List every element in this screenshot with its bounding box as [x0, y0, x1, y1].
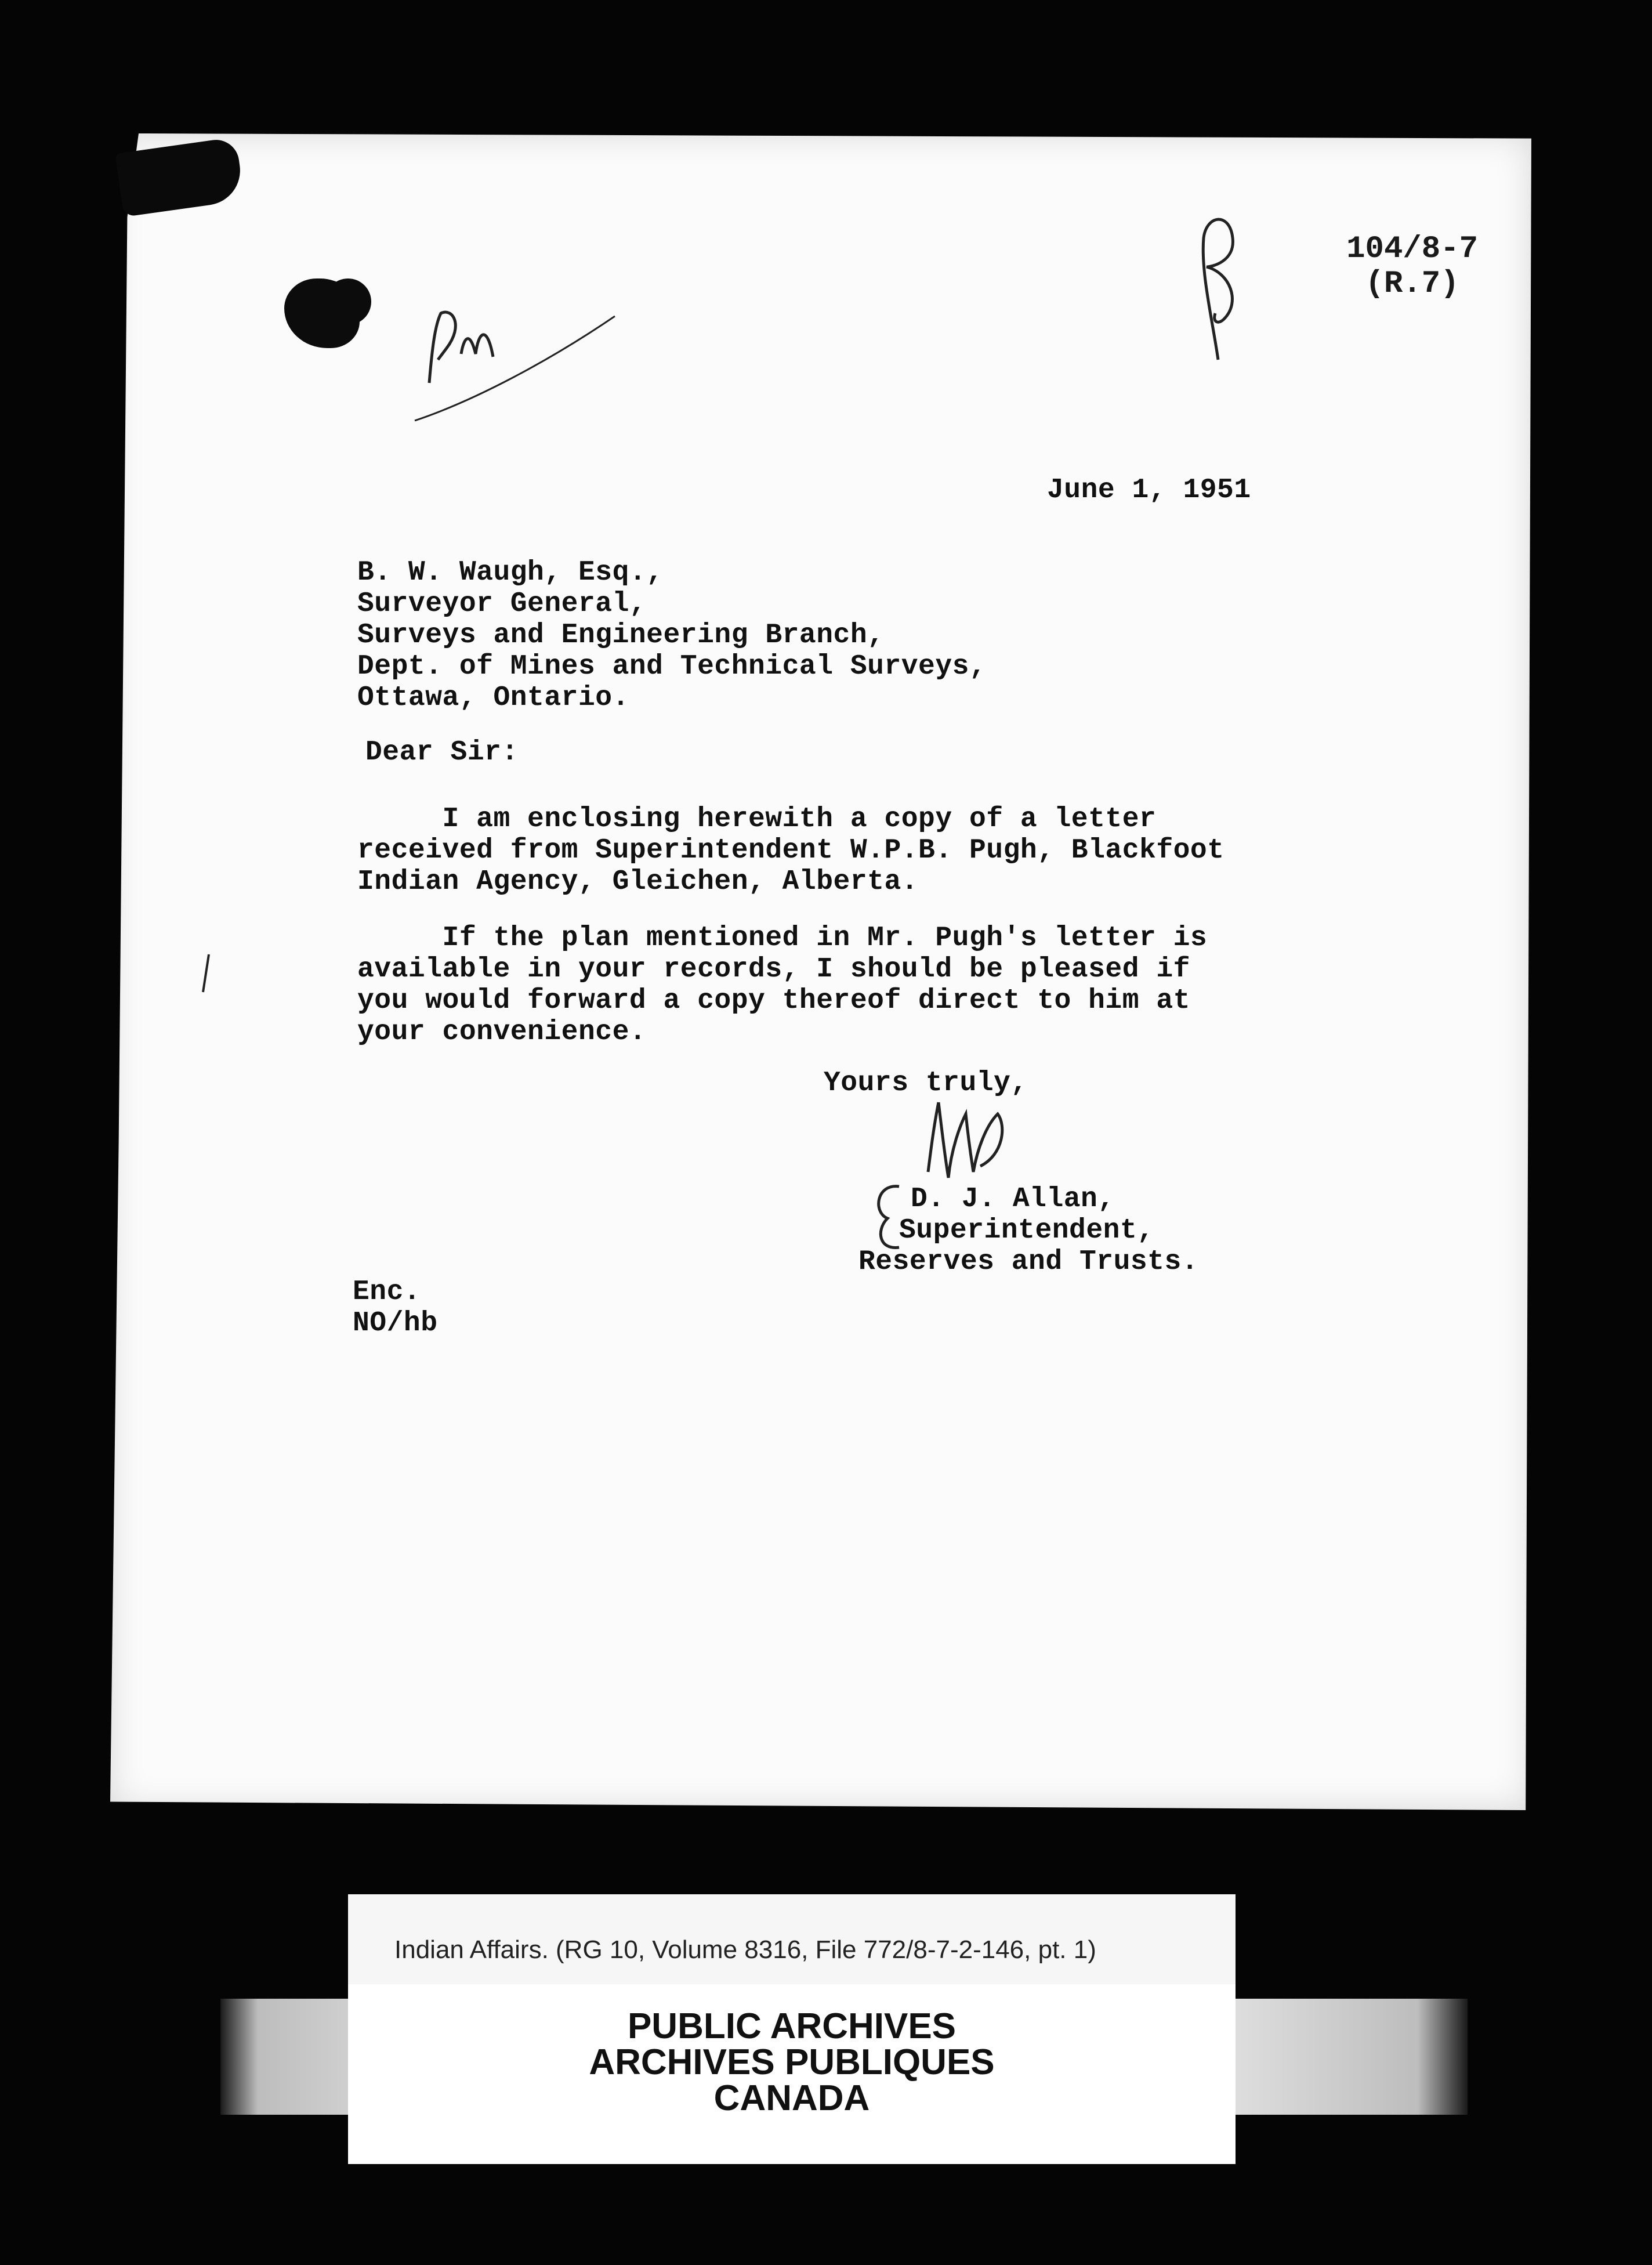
address-line: B. W. Waugh, Esq.,: [357, 557, 664, 588]
enclosure-note: [353, 1276, 438, 1339]
paragraph-2: [357, 922, 1207, 1048]
paragraph-line: available in your records, I should be pleased if: [357, 954, 1190, 985]
address-line: Ottawa, Ontario.: [357, 682, 629, 714]
paragraph-line: Indian Agency, Gleichen, Alberta.: [357, 866, 919, 898]
paragraph-line: received from Superintendent W.P.B. Pugh, Blackfoot: [357, 835, 1224, 866]
recipient-address: [357, 557, 986, 714]
letter-date: June 1, 1951: [1047, 475, 1251, 506]
file-reference: [1346, 232, 1478, 302]
archive-name: [348, 2006, 1236, 2118]
archive-name-line: PUBLIC ARCHIVES: [627, 2006, 957, 2046]
paragraph-line: I am enclosing herewith a copy of a letter: [357, 804, 1157, 835]
address-line: Dept. of Mines and Technical Surveys,: [357, 651, 987, 682]
archive-reference: Indian Affairs. (RG 10, Volume 8316, File 772/8-7-2-146, pt. 1): [394, 1935, 1096, 1964]
address-line: Surveyor General,: [357, 588, 647, 620]
paragraph-line: your convenience.: [357, 1016, 647, 1048]
signatory-name: D. J. Allan,: [911, 1184, 1115, 1215]
file-reference-code: (R.7): [1365, 266, 1459, 302]
paragraph-1: [357, 804, 1224, 898]
closing: Yours truly,: [824, 1068, 1028, 1099]
file-reference-number: 104/8-7: [1346, 231, 1478, 267]
archive-name-line: ARCHIVES PUBLIQUES: [589, 2042, 995, 2082]
typist-initials: NO/hb: [353, 1308, 438, 1339]
signature-block: [858, 1184, 1199, 1278]
address-line: Surveys and Engineering Branch,: [357, 620, 885, 651]
enclosure-label: Enc.: [353, 1276, 421, 1308]
signature-scrawl: [905, 1091, 1044, 1184]
handwritten-mark: [1178, 203, 1282, 377]
punch-hole-mark-2: [325, 278, 371, 325]
signatory-title: Superintendent,: [899, 1215, 1154, 1246]
salutation: Dear Sir:: [365, 737, 519, 768]
paragraph-line: If the plan mentioned in Mr. Pugh's letter is: [357, 922, 1208, 954]
signatory-department: Reserves and Trusts.: [858, 1246, 1199, 1278]
handwritten-initials: [406, 290, 638, 429]
paragraph-line: you would forward a copy thereof direct to him at: [357, 985, 1190, 1016]
archive-name-line: CANADA: [713, 2078, 870, 2118]
margin-tick: [197, 951, 215, 998]
